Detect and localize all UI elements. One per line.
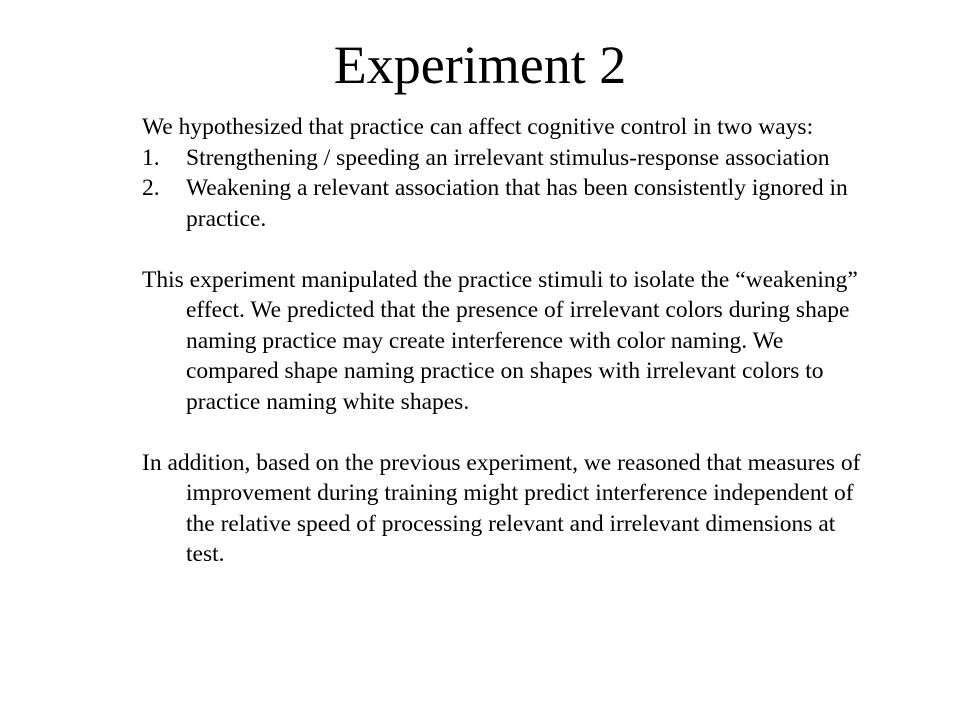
hypotheses-list [142, 143, 862, 235]
prediction-paragraph: In addition, based on the previous experiment, we reasoned that measures of improvement during training might predict interference independent of the relative speed of processing relevant and irrelevant dimensions at test. [142, 449, 861, 567]
manipulation-paragraph: This experiment manipulated the practice stimuli to isolate the “weakening” effect. We predicted that the presence of irrelevant colors during shape naming practice may create interference with color naming. We compared shape naming practice on shapes with irrelevant colors to practice naming white shapes. [142, 266, 858, 415]
slide-title: Experiment 2 [333, 35, 627, 95]
hypothesis-text: Strengthening / speeding an irrelevant stimulus-response association [186, 144, 830, 171]
hypothesis-number: 2. [142, 175, 160, 201]
paragraph-spacer [142, 417, 862, 448]
paragraph-spacer [142, 234, 862, 265]
hypothesis-item [142, 173, 862, 234]
hypothesis-text: Weakening a relevant association that has been consistently ignored in practice. [186, 175, 848, 232]
slide-body [142, 112, 862, 570]
intro-paragraph: We hypothesized that practice can affect cognitive control in two ways: [142, 114, 814, 140]
hypothesis-item [142, 143, 862, 174]
hypothesis-number: 1. [142, 144, 160, 171]
